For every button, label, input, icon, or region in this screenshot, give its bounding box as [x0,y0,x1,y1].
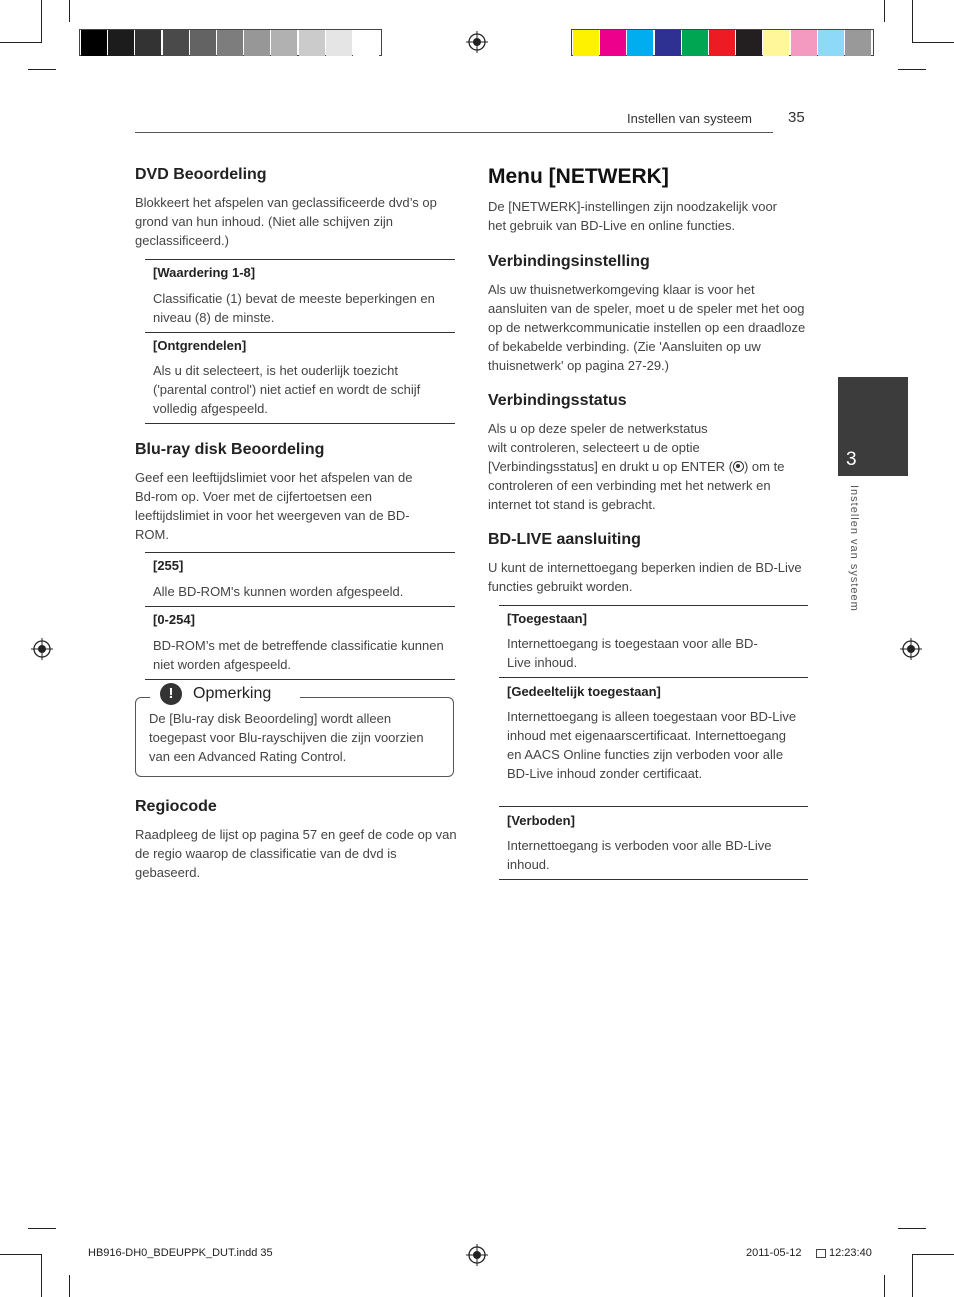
registration-mark-icon [466,1244,488,1266]
exclamation-icon: ! [160,683,182,705]
option-desc: Als u dit selecteert, is het ouderlijk toezicht ('parental control') niet actief en wordt de schijf volledig afgespeeld. [153,363,421,416]
crop-mark [41,0,42,43]
crop-mark [69,1275,70,1297]
crop-mark [912,1254,913,1297]
table-rule [145,423,455,424]
option-label: [Waardering 1-8] [153,265,256,280]
connection-status-line: wilt controleren, selecteert u de optie [488,440,700,455]
option-desc: BD-ROM’s met de betreffende classificatie kunnen niet worden afgespeeld. [153,638,444,672]
network-intro: De [NETWERK]-instellingen zijn noodzakelijk voor het gebruik van BD-Live en online functies. [488,199,778,233]
table-rule [145,259,455,260]
table-rule [145,606,455,607]
connection-status-body [488,419,813,514]
crop-mark [898,69,926,70]
connection-status-line [488,457,813,476]
crop-mark [912,0,913,43]
color-swatch [818,30,844,56]
registration-mark-icon [900,638,922,660]
chapter-number: 3 [846,449,857,470]
option-label: [255] [153,558,184,573]
crop-mark [912,42,954,43]
crop-mark [28,69,56,70]
bluray-rating-body: Geef een leeftijdslimiet voor het afspelen van de Bd-rom op. Voer met de cijfertoetsen een leeftijdslimiet in voor het weergeven van de BD-ROM. [135,470,413,542]
color-swatch [845,30,871,56]
footer-date: 2011-05-12 [746,1247,802,1259]
crop-mark [0,42,42,43]
gray-swatch [163,30,189,56]
note-body: De [Blu-ray disk Beoordeling] wordt alleen toegepast voor Blu-rayschijven die zijn voorzien van een Advanced Rating Control. [149,711,424,764]
option-label: [Verboden] [507,813,575,828]
region-code-body: Raadpleeg de lijst op pagina 57 en geef de code op van de regio waarop de classificatie van de dvd is gebaseerd. [135,827,457,880]
table-rule [145,679,455,680]
color-swatch [709,30,735,56]
gray-swatch [217,30,243,56]
option-label: [0-254] [153,612,195,627]
gray-swatch [326,30,352,56]
running-header-title: Instellen van systeem [627,111,753,126]
option-desc: Classificatie (1) bevat de meeste beperkingen en niveau (8) de minste. [153,291,435,325]
footer-glyph-icon [816,1249,826,1258]
option-desc: Alle BD-ROM's kunnen worden afgespeeld. [153,584,404,599]
crop-mark [884,1275,885,1297]
crop-mark [884,0,885,22]
color-swatch [627,30,653,56]
bdlive-heading: BD-LIVE aansluiting [488,531,641,548]
connection-status-line: internet tot stand is gebracht. [488,497,656,512]
gray-swatch [81,30,107,56]
page-number: 35 [788,109,805,126]
table-rule [499,879,808,880]
dvd-rating-heading: DVD Beoordeling [135,166,267,183]
gray-swatch [353,30,379,56]
color-swatch [736,30,762,56]
color-swatch [682,30,708,56]
registration-mark-icon [466,31,488,53]
bluray-rating-heading: Blu-ray disk Beoordeling [135,441,325,458]
enter-button-icon [733,461,744,472]
table-rule [145,332,455,333]
option-desc: Internettoegang is alleen toegestaan voor BD-Live inhoud met eigenaarscertificaat. Internettoegang en AACS Online functies zijn verboden voor alle BD-Live inhoud zonder certificaat. [507,709,797,781]
connection-status-text: [Verbindingsstatus] en drukt u op ENTER ( [488,459,733,474]
table-rule [499,806,808,807]
color-swatch [600,30,626,56]
connection-status-line: Als u op deze speler de netwerkstatus [488,421,708,436]
connection-setting-body: Als uw thuisnetwerkomgeving klaar is voor het aansluiten van de speler, moet u de speler met het oog op de netwerkcommunicatie instellen op een draadloze of bekabelde verbinding. (Zie 'Aansluiten op uw thuisnetwerk' op pagina 27-29.) [488,282,806,373]
footer-time: 12:23:40 [829,1247,872,1259]
gray-swatch [299,30,325,56]
table-rule [145,552,455,553]
gray-swatch [108,30,134,56]
crop-mark [28,1228,56,1229]
crop-mark [41,1254,42,1297]
color-swatch [763,30,789,56]
chapter-label: Instellen van systeem [848,485,860,612]
gray-swatch [244,30,270,56]
connection-status-line: controleren of een verbinding met het netwerk en [488,478,771,493]
dvd-rating-body: Blokkeert het afspelen van geclassificeerde dvd’s op grond van hun inhoud. (Niet alle schijven zijn geclassificeerd.) [135,195,437,248]
crop-mark [912,1254,954,1255]
header-rule [135,132,773,133]
color-swatch [655,30,681,56]
color-swatch [791,30,817,56]
option-desc: Internettoegang is verboden voor alle BD-Live inhoud. [507,838,772,872]
option-label: [Gedeeltelijk toegestaan] [507,684,661,699]
gray-swatch [271,30,297,56]
table-rule [499,605,808,606]
registration-mark-icon [31,638,53,660]
connection-status-text: ) om te [743,459,785,474]
region-code-heading: Regiocode [135,798,217,815]
crop-mark [0,1254,42,1255]
option-desc: Internettoegang is toegestaan voor alle BD-Live inhoud. [507,636,758,670]
note-title: Opmerking [193,685,272,702]
crop-mark [898,1228,926,1229]
gray-swatch [135,30,161,56]
gray-swatch [190,30,216,56]
option-label: [Ontgrendelen] [153,338,247,353]
color-swatch [573,30,599,56]
bdlive-body: U kunt de internettoegang beperken indien de BD-Live functies gebruikt worden. [488,560,802,594]
option-label: [Toegestaan] [507,611,587,626]
connection-status-heading: Verbindingsstatus [488,392,627,409]
crop-mark [69,0,70,22]
table-rule [499,677,808,678]
footer-file-name: HB916-DH0_BDEUPPK_DUT.indd 35 [88,1247,273,1259]
connection-setting-heading: Verbindingsinstelling [488,253,650,270]
page-title: Menu [NETWERK] [488,165,669,188]
